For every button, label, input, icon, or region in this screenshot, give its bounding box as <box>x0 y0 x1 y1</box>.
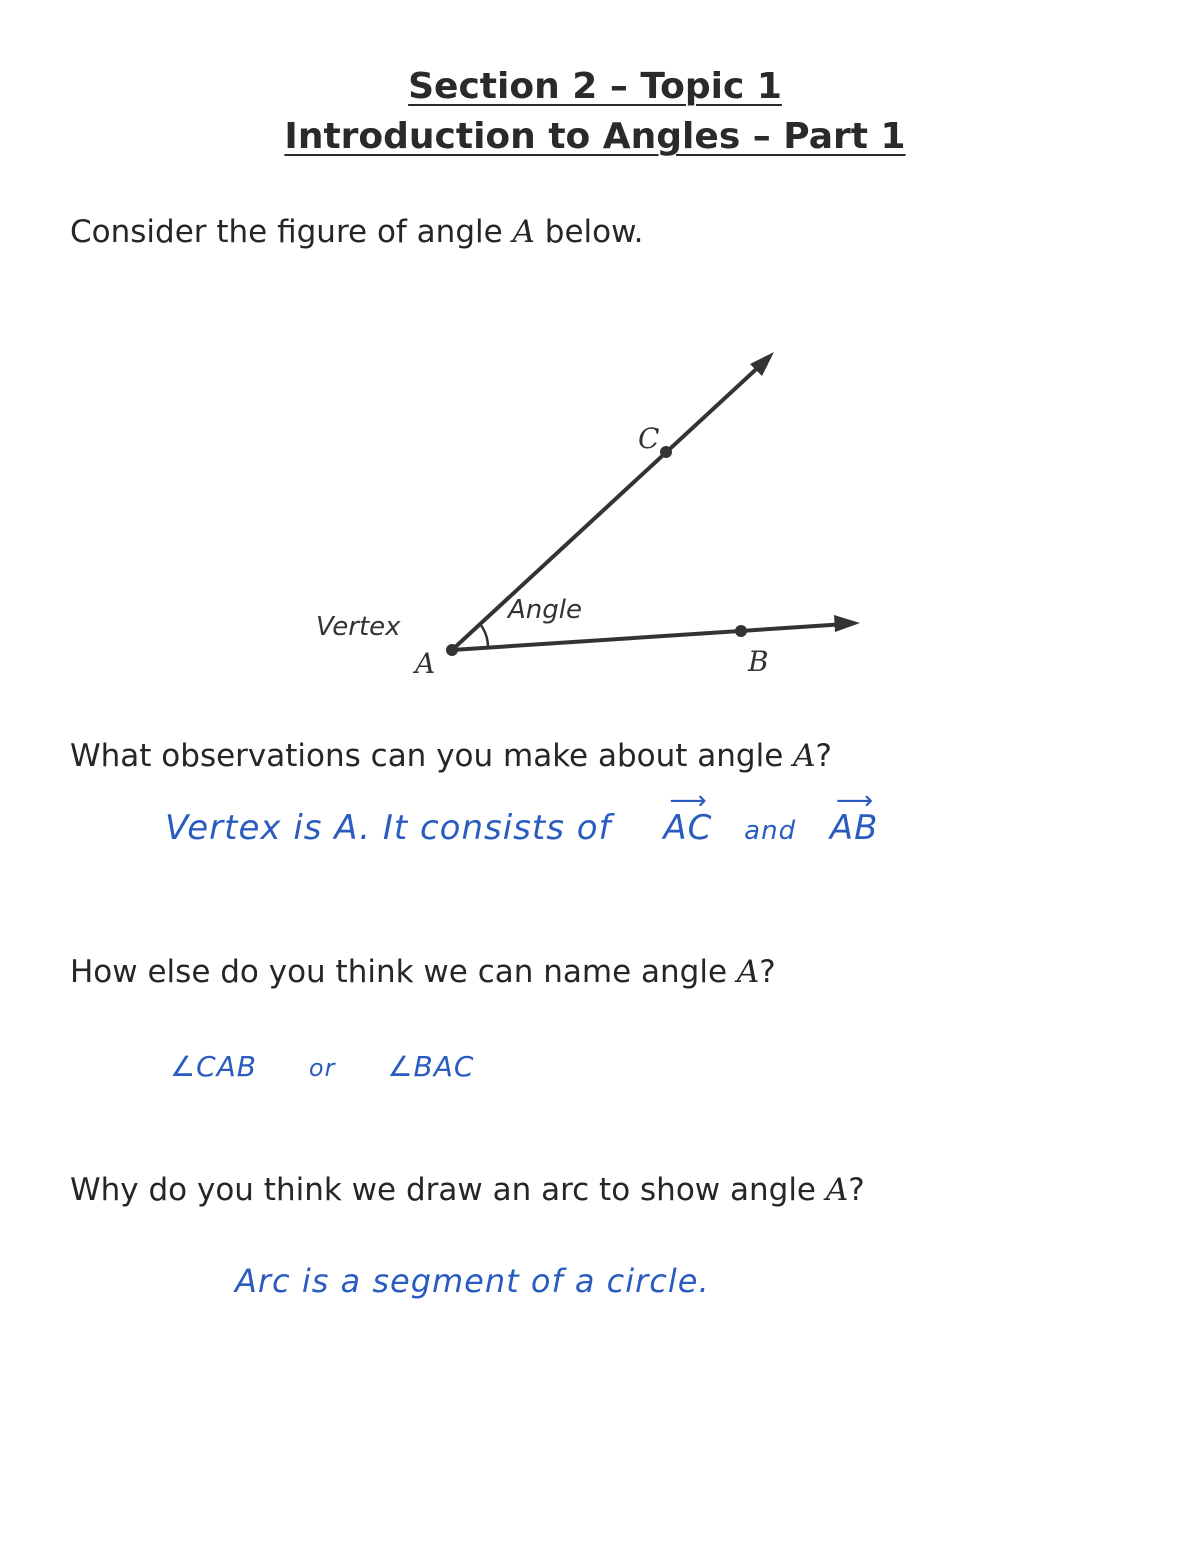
answer-2-name-2: ∠BAC <box>387 1050 475 1083</box>
point-b-label: B <box>748 645 769 678</box>
vertex-label: Vertex <box>316 612 401 642</box>
intro-text-before: Consider the figure of angle <box>70 214 513 250</box>
question-3-var: A <box>825 1172 849 1208</box>
question-2-text: How else do you think we can name angle <box>70 954 737 990</box>
ray-ab-notation <box>829 786 879 848</box>
point-a-dot <box>446 644 458 656</box>
answer-3: Arc is a segment of a circle. <box>235 1262 710 1300</box>
point-a-label: A <box>415 647 436 680</box>
answer-1-and: and <box>744 816 797 846</box>
ray-ac-notation <box>663 786 713 848</box>
intro-prompt <box>70 214 643 250</box>
question-1 <box>70 738 832 774</box>
question-3-qmark: ? <box>848 1172 865 1208</box>
ray-ac <box>452 362 764 650</box>
ray-ab <box>452 624 846 650</box>
ray-ab-arrow-icon: ⟶ <box>835 786 875 816</box>
ray-ab-arrowhead <box>834 615 860 632</box>
question-3 <box>70 1172 865 1208</box>
question-2-qmark: ? <box>759 954 776 990</box>
ray-ac-text: AC <box>663 808 713 848</box>
question-2-var: A <box>736 954 760 990</box>
point-b-dot <box>735 625 747 637</box>
angle-diagram <box>290 330 910 710</box>
angle-arc <box>480 624 488 648</box>
question-1-qmark: ? <box>815 738 832 774</box>
answer-2-or: or <box>308 1054 336 1082</box>
ray-ac-arrow-icon: ⟶ <box>669 786 708 816</box>
answer-2 <box>170 1050 474 1083</box>
angle-figure <box>290 330 910 710</box>
answer-1-text: Vertex is A. It consists of <box>165 808 612 848</box>
point-c-dot <box>660 446 672 458</box>
section-title: Section 2 – Topic 1 <box>408 66 782 107</box>
topic-title: Introduction to Angles – Part 1 <box>284 116 906 157</box>
ray-ab-text: AB <box>829 808 879 848</box>
question-1-text: What observations can you make about angle <box>70 738 794 774</box>
point-c-label: C <box>638 422 660 455</box>
answer-2-name-1: ∠CAB <box>170 1050 258 1083</box>
question-1-var: A <box>793 738 816 774</box>
angle-label: Angle <box>508 595 582 625</box>
intro-text-after: below. <box>534 214 644 250</box>
answer-1 <box>165 786 879 848</box>
intro-var: A <box>512 214 535 250</box>
question-2 <box>70 954 776 990</box>
question-3-text: Why do you think we draw an arc to show angle <box>70 1172 826 1208</box>
